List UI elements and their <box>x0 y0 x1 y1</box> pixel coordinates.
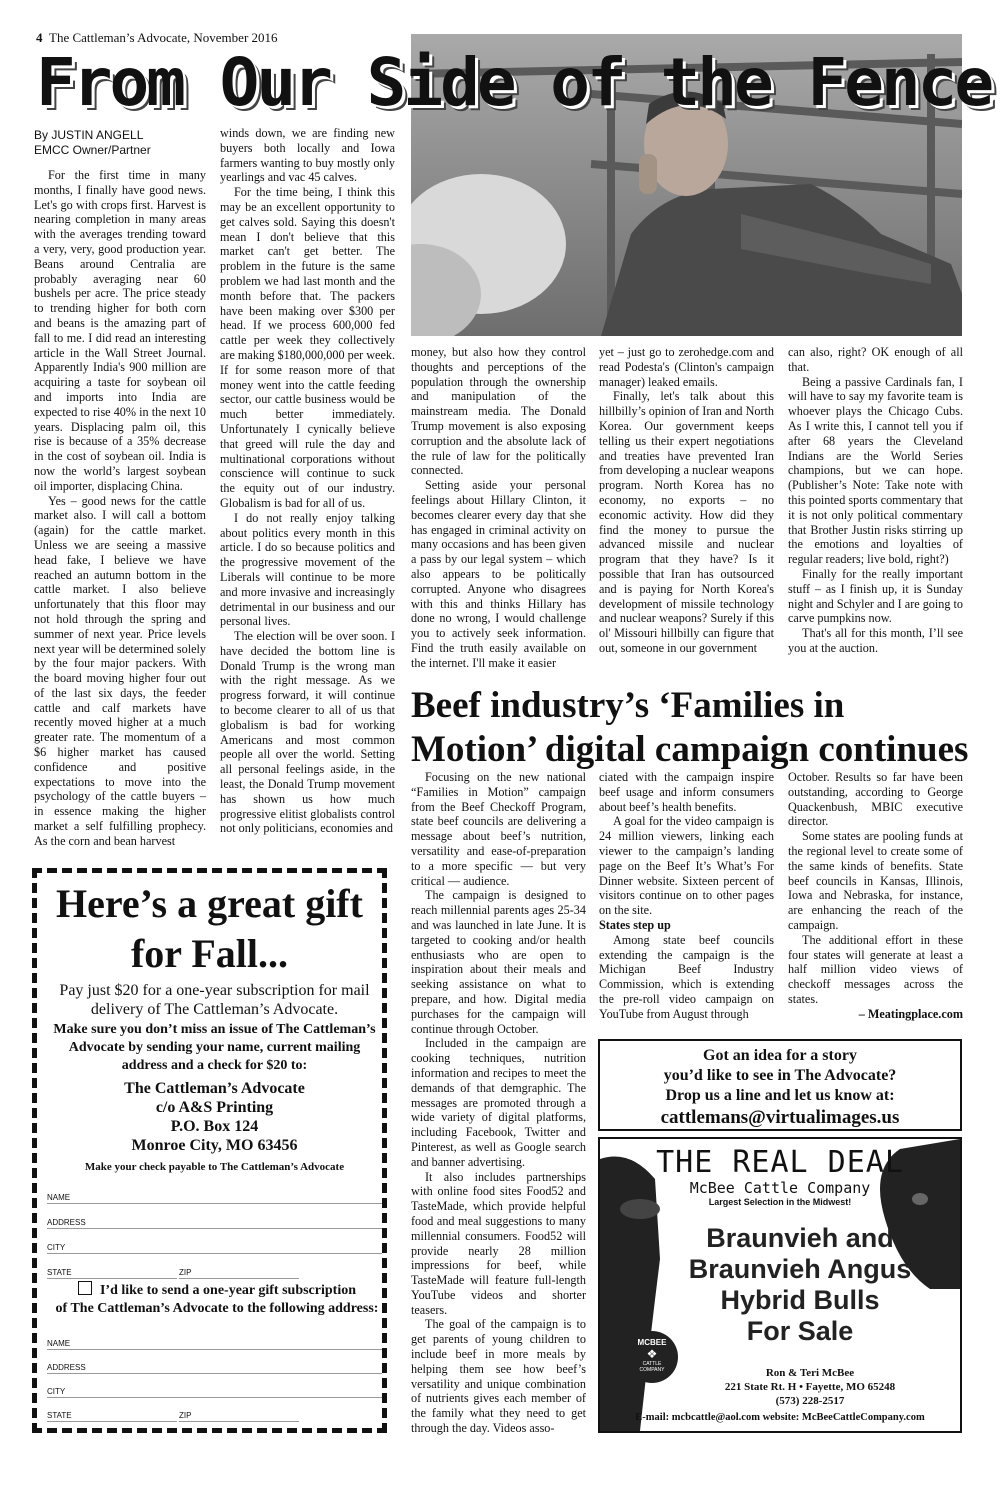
logo-text: MCBEE <box>637 1338 667 1347</box>
field-label: STATE <box>47 1268 72 1277</box>
gift-city-field[interactable] <box>47 1387 382 1398</box>
gift-option-line-1: I’d like to send a one-year gift subscription <box>99 1283 357 1298</box>
paragraph: October. Results so far have been outstanding, according to George Quackenbush, MBIC executive director. <box>788 770 963 829</box>
gift-title-line-1: Here’s a great gift <box>56 881 363 926</box>
offer-line: Braunvieh and <box>706 1223 894 1253</box>
gift-subscription-box <box>32 868 387 1433</box>
ad-tagline: Largest Selection in the Midwest! <box>708 1197 852 1207</box>
mcbee-ad <box>598 1137 962 1433</box>
ad-address: 221 State Rt. H • Fayette, MO 65248 <box>724 1381 896 1393</box>
paragraph: Among state beef councils extending the campaign is the Michigan Beef Industry Commission, which is extending the pre-roll video campaign on YouTube from August through <box>599 932 774 1021</box>
paragraph: For the time being, I think this may be an excellent opportunity to get calves sold. Saying this doesn't mean I don't believe that this market can't get better. The problem in the future is the same problem we had last month and the month before that. The packers have been making over $300 per head. If we process 600,000 fed cattle per week they collectively are making $180,000,000 per week. If for some reason more of that money went into the cattle feeding sector, our cattle business would be much better immediately. Unfortunately I cynically believe that greed will rule the day and multinational corporations without conscience will continue to suck the equity out of our industry. Globalism is bad for all of us. <box>220 185 395 510</box>
gift-zip-field[interactable] <box>179 1411 299 1422</box>
idea-line-1: Got an idea for a story <box>703 1047 857 1064</box>
ad-offer <box>660 1223 940 1347</box>
city-field[interactable] <box>47 1243 382 1254</box>
paragraph: Finally for the really important stuff – as I finish up, it is Sunday night and Schyler and I are going to carve pumpkins now. <box>788 566 963 626</box>
cattle-brand-icon: ❖ <box>646 1347 658 1361</box>
paragraph: I do not really enjoy talking about politics every month in this article. I do so because politics and the progressive movement of the Liberals will continue to be more and more invasive and increasingly detrimental in our business and our personal lives. <box>220 510 395 629</box>
paragraph: The additional effort in these four states will generate at least a half million video views of checkoff messages across the states. <box>788 932 963 1006</box>
field-label: ZIP <box>179 1411 192 1420</box>
field-label: NAME <box>47 1193 71 1202</box>
beef-column-1 <box>411 770 586 1436</box>
beef-headline: Beef industry’s ‘Families in Motion’ digital campaign continues <box>411 685 969 770</box>
field-label: NAME <box>47 1339 71 1348</box>
author-role: EMCC Owner/Partner <box>34 143 151 157</box>
paragraph: can also, right? OK enough of all that. <box>788 345 963 374</box>
paragraph: For the first time in many months, I finally have good news. Let's go with crops first. Harvest is nearing completion in many areas with the averages trending toward a very, very, good production year. Beans around Centralia are probably averaging near 60 bushels per acre. The price steady to trending higher for both corn and beans is the amazing part of fall to me. I did read an interesting article in the Wall Street Journal. Apparently India's 900 million are acquiring a taste for soybean oil and imports into India are expected to rise 40% in the next 10 years. Displacing palm oil, this rise is because of a 35% decrease in the cost of soybean oil. India is now the world’s largest soybean oil importer, displacing China. <box>34 168 206 493</box>
author-name: By JUSTIN ANGELL <box>34 128 144 142</box>
paragraph: Included in the campaign are cooking techniques, nutrition information and recipes to meet the demands of that demgraphic. The messages are promoted through a wide variety of digital platforms, including Facebook, Twitter and Pinterest, as well as Google search and banner advertising. <box>411 1036 586 1169</box>
address-line: c/o A&S Printing <box>155 1099 274 1116</box>
gift-state-field[interactable] <box>47 1411 177 1422</box>
paragraph: Setting aside your personal feelings about Hillary Clinton, it becomes clearer every day that she has engaged in criminal activity on many occasions and has been given a pass by our legal system – which also appears to be politically corrupted. Anyone who disagrees with this and thinks Hillary has done no wrong, I would challenge you to actively seek information. Find the truth easily available on the internet. I'll make it easier <box>411 478 586 670</box>
field-label: STATE <box>47 1411 72 1420</box>
address-line: The Cattleman’s Advocate <box>124 1080 305 1097</box>
beef-column-2 <box>599 770 774 1022</box>
gift-checkbox[interactable] <box>78 1281 92 1295</box>
ad-owners: Ron & Teri McBee <box>765 1367 855 1379</box>
gift-price-text: Pay just $20 for a one-year subscription for mail delivery of The Cattleman’s Advocate. <box>59 982 370 1018</box>
gift-title-line-2: for Fall... <box>130 931 288 976</box>
paragraph: Yes – good news for the cattle market also. I will call a bottom (again) for the cattle market. Unless we are seeing a massive head fake, I believe we have reached an autumn bottom in the cattle market. I also believe unfortunately that this floor may not hold through the spring and summer of next year. Price levels next year will be determined solely by the four major packers. With the board moving higher four out of the last six days, the feeder cattle and calf markets have recently moved higher at a much greater rate. The momentum of a $6 higher market has caused confidence and positive expectations to move into the psychology of the cattle buyers – in essence making the higher market a self fulfilling prophecy. As the corn and bean harvest <box>34 493 206 848</box>
ad-contact-block <box>660 1366 960 1408</box>
paragraph: yet – just go to zerohedge.com and read Podesta's (Clinton's campaign manager) leaked emails. <box>599 345 774 389</box>
field-label: ADDRESS <box>47 1218 86 1227</box>
paragraph: ciated with the campaign inspire beef usage and inform consumers about beef’s health benefits. <box>599 770 774 814</box>
name-field[interactable] <box>47 1193 382 1204</box>
paragraph: Some states are pooling funds at the regional level to create some of the same kinds of benefits. State beef councils in Kansas, Illinois, Iowa and Nebraska, for instance, are enhancing the reach of the campaign. <box>788 829 963 932</box>
paragraph: It also includes partnerships with online food sites Food52 and TasteMade, which provide helpful food and meal suggestions to many millennial consumers. Food52 will provide nearly 28 million impressions for beef, while TasteMade will feature full-length YouTube videos and shorter teasers. <box>411 1169 586 1317</box>
paragraph: A goal for the video campaign is 24 million viewers, linking each viewer to the campaign’s landing page on the Beef It’s What’s For Dinner website. Sixteen percent of visitors continue on to other pages on the site. <box>599 814 774 918</box>
offer-line: Braunvieh Angus <box>688 1254 912 1284</box>
beef-subhead: States step up <box>599 917 671 932</box>
ad-headline: THE REAL DEAL <box>656 1145 904 1180</box>
paragraph: money, but also how they control thoughts and perceptions of the population through the ownership and manipulation of the mainstream media. The Donald Trump movement is also exposing corruption and the absolute lack of the rule of law for the politically connected. <box>411 345 586 478</box>
gift-name-field[interactable] <box>47 1339 382 1350</box>
field-label: ADDRESS <box>47 1363 86 1372</box>
beef-credit: – Meatingplace.com <box>858 1006 963 1021</box>
field-label: CITY <box>47 1243 66 1252</box>
gift-address-field[interactable] <box>47 1363 382 1374</box>
field-label: ZIP <box>179 1268 192 1277</box>
paper-dateline: The Cattleman’s Advocate, November 2016 <box>49 30 278 45</box>
byline <box>34 128 204 158</box>
column-banner-title: From Our Side of the Fence <box>36 44 992 121</box>
logo-text: COMPANY <box>639 1367 665 1373</box>
article-column-3 <box>411 345 586 671</box>
payable-note: Make your check payable to The Cattleman’s Advocate <box>84 1161 345 1173</box>
paragraph: winds down, we are finding new buyers both locally and Iowa farmers wanting to buy mostly only yearlings and vac 45 calves. <box>220 126 395 185</box>
gift-title <box>37 879 382 979</box>
paragraph: Focusing on the new national “Families in Motion” campaign from the Beef Checkoff Program, state beef councils are delivering a message about beef’s nutrition, versatility and ease-of-preparation to a more specific — but very critical — audience. <box>411 770 586 888</box>
paragraph: That's all for this month, I’ll see you at the auction. <box>788 626 963 655</box>
mailing-address <box>47 1079 382 1155</box>
idea-line-3: Drop us a line and let us know at: <box>665 1087 895 1104</box>
state-field[interactable] <box>47 1268 177 1279</box>
gift-option-line-2: of The Cattleman’s Advocate to the following address: <box>55 1301 379 1316</box>
idea-line-2: you’d like to see in The Advocate? <box>663 1067 897 1084</box>
paragraph: The goal of the campaign is to get parents of young children to include beef in more meals by helping them see how beef’s versatility and unique combination of nutrients gives each member of the family what they need to get through the day. Videos asso- <box>411 1317 586 1436</box>
ad-company: McBee Cattle Company <box>689 1179 871 1197</box>
logo-text: CATTLE <box>642 1361 662 1367</box>
ad-phone: (573) 228-2517 <box>775 1395 845 1407</box>
address-line: P.O. Box 124 <box>170 1118 259 1135</box>
article-column-4 <box>599 345 774 656</box>
idea-email-link[interactable]: cattlemans@virtualimages.us <box>660 1107 900 1128</box>
article-column-1 <box>34 168 206 849</box>
paragraph: The election will be over soon. I have decided the bottom line is Donald Trump is the wrong man with the right message. As we progress forward, it will continue to become clearer to all of us that globalism is bad for working Americans and most common people all over the world. Setting all personal feelings aside, in the least, the Donald Trump movement has shown us how much progressive elitist globalists control not only politicians, economies and <box>220 629 395 836</box>
zip-field[interactable] <box>179 1268 299 1279</box>
offer-line: Hybrid Bulls <box>720 1285 880 1315</box>
address-field[interactable] <box>47 1218 382 1229</box>
ad-web-contact[interactable]: E-mail: mcbcattle@aol.com website: McBeeCattleCompany.com <box>635 1412 925 1423</box>
article-column-5 <box>788 345 963 656</box>
offer-line: For Sale <box>746 1316 854 1346</box>
paragraph: Being a passive Cardinals fan, I will have to say my favorite team is whoever plays the Chicago Cubs. As I write this, I cannot tell you if after 68 years the Cleveland Indians are the World Series champions, but we can hope. (Publisher’s Note: Take note with this pointed sports commentary that it is not only political commentary that Brother Justin risks stirring up the emotions and loyalties of regular readers; live bold, right?) <box>788 374 963 567</box>
page-number: 4 <box>36 30 43 45</box>
gift-option <box>47 1281 387 1318</box>
paragraph: Finally, let's talk about this hillbilly’s opinion of Iran and North Korea. Our government keeps telling us their expert negotiations and treaties have prevented Iran from developing a nuclear weapons program. North Korea has no economy, no exports – no economic activity. How did they find the money to pursue the advanced missile and nuclear program that they have? Is it possible that Iran has outsourced and is paying for North Korea's development of missile technology and nuclear weapons? Surely if this ol' Missouri hillbilly can figure that out, someone in our government <box>599 389 775 655</box>
address-line: Monroe City, MO 63456 <box>131 1137 298 1154</box>
paragraph: The campaign is designed to reach millennial parents ages 25-34 and was launched in late June. It is targeted to cooking and/or health enthusiasts who are open to inspiration about their meals and seeking assistance on what to prepare, and how. Digital media purchases for the campaign will continue through October. <box>411 888 586 1036</box>
story-idea-box <box>598 1039 962 1131</box>
beef-column-3 <box>788 770 963 1022</box>
field-label: CITY <box>47 1387 66 1396</box>
article-column-2 <box>220 126 395 836</box>
gift-instructions: Make sure you don’t miss an issue of The Cattleman’s Advocate by sending your name, current mailing address and a check for $20 to: <box>53 1022 376 1073</box>
